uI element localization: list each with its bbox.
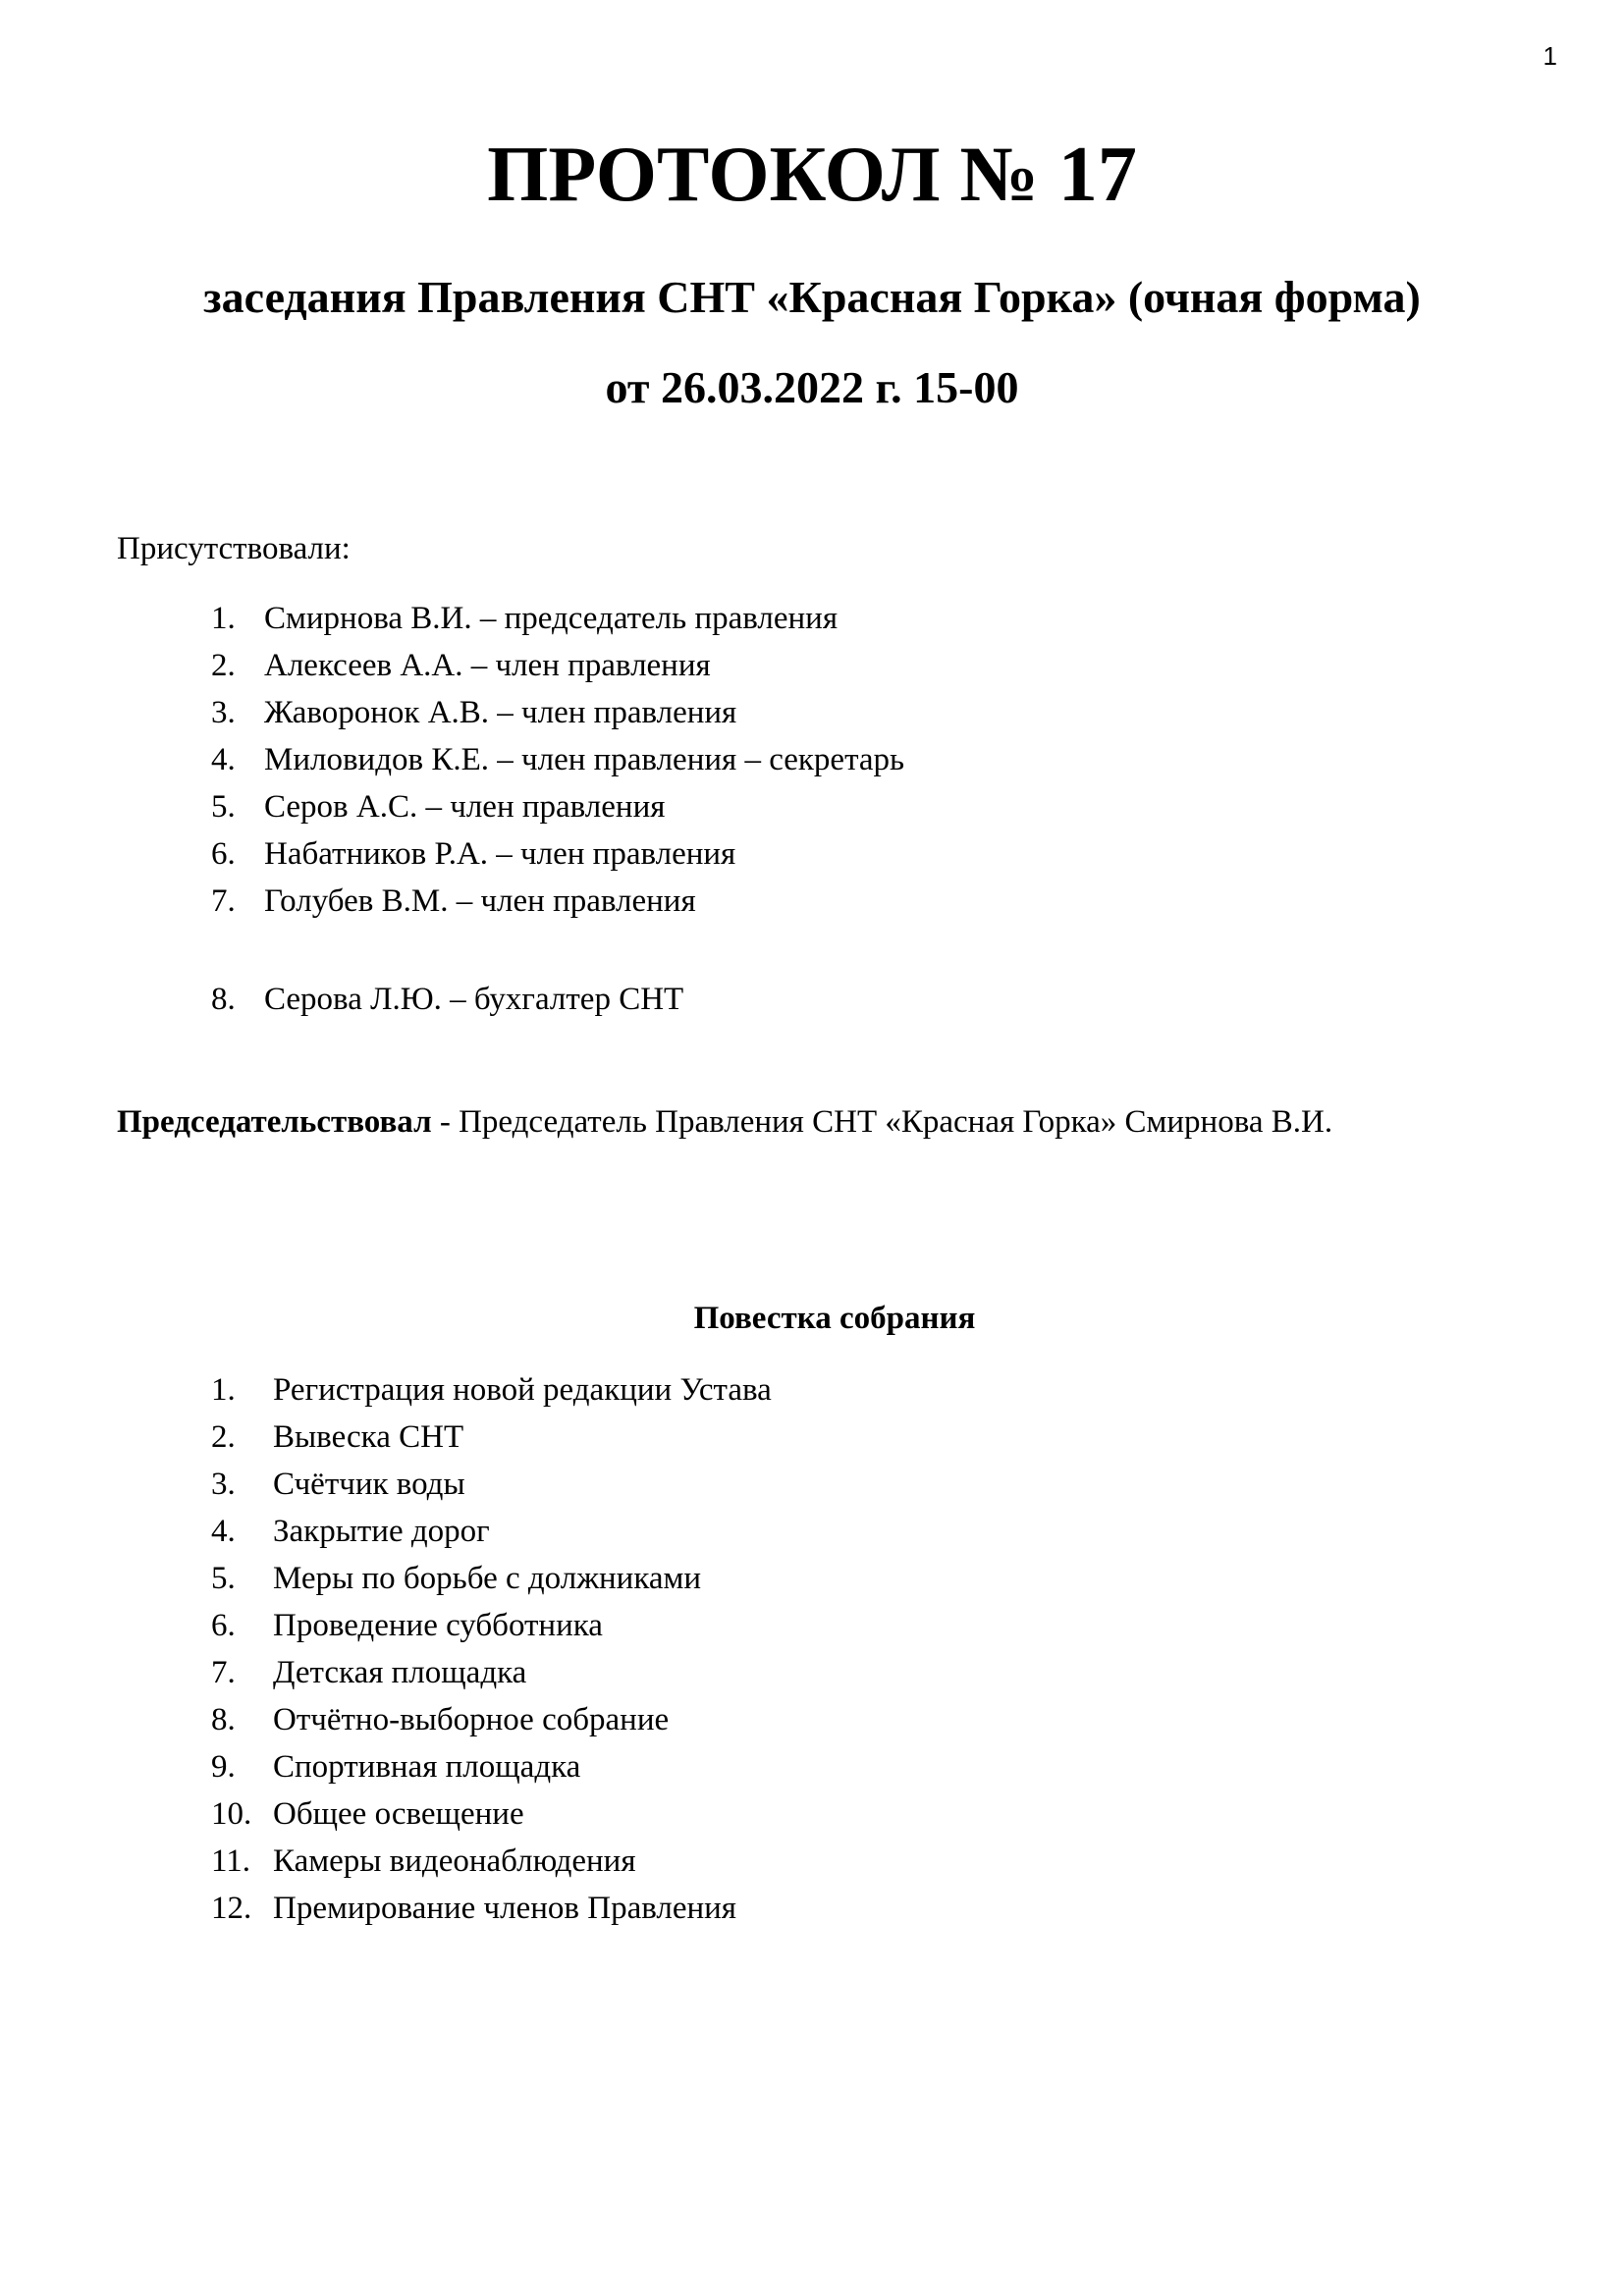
item-text: Премирование членов Правления — [273, 1891, 736, 1926]
item-number: 9. — [211, 1749, 236, 1785]
list-item — [211, 984, 683, 1031]
agenda-title: Повестка собрания — [693, 1301, 976, 1336]
list-item — [211, 1610, 772, 1657]
item-text: Жаворонок А.В. – член правления — [264, 695, 737, 730]
item-number: 2. — [211, 648, 236, 683]
item-number: 5. — [211, 789, 236, 825]
list-item — [211, 744, 904, 791]
list-item — [211, 791, 904, 838]
item-text: Голубев В.М. – член правления — [264, 883, 696, 919]
item-number: 3. — [211, 695, 236, 730]
list-item — [211, 650, 904, 697]
item-number: 4. — [211, 742, 236, 777]
item-number: 8. — [211, 1702, 236, 1737]
item-number: 1. — [211, 1372, 236, 1408]
document-date: от 26.03.2022 г. 15-00 — [605, 362, 1019, 412]
item-number: 12. — [211, 1891, 252, 1926]
present-label: Присутствовали: — [117, 531, 351, 566]
item-text: Миловидов К.Е. – член правления – секретарь — [264, 742, 905, 777]
item-number: 7. — [211, 883, 236, 919]
item-text: Серова Л.Ю. – бухгалтер СНТ — [264, 982, 684, 1017]
item-text: Детская площадка — [273, 1655, 527, 1690]
item-text: Алексеев А.А. – член правления — [264, 648, 711, 683]
item-text: Меры по борьбе с должниками — [273, 1561, 702, 1596]
item-number: 6. — [211, 1608, 236, 1643]
item-number: 4. — [211, 1514, 236, 1549]
item-text: Спортивная площадка — [273, 1749, 581, 1785]
item-number: 2. — [211, 1419, 236, 1455]
list-item — [211, 1374, 772, 1421]
item-number: 3. — [211, 1467, 236, 1502]
item-text: Счётчик воды — [273, 1467, 465, 1502]
list-item — [211, 603, 904, 650]
list-item — [211, 1468, 772, 1516]
accountant-list — [211, 984, 683, 1031]
item-text: Отчётно-выборное собрание — [273, 1702, 670, 1737]
page-number: 1 — [1543, 41, 1557, 71]
document-subtitle: заседания Правления СНТ «Красная Горка» (очная форма) — [203, 272, 1421, 322]
item-text: Закрытие дорог — [273, 1514, 490, 1549]
item-number: 1. — [211, 601, 236, 636]
list-item — [211, 838, 904, 885]
agenda-list — [211, 1374, 772, 1940]
list-item — [211, 1516, 772, 1563]
item-number: 11. — [211, 1843, 251, 1879]
item-text: Серов А.С. – член правления — [264, 789, 666, 825]
list-item — [211, 1704, 772, 1751]
item-text: Общее освещение — [273, 1796, 524, 1832]
item-number: 6. — [211, 836, 236, 872]
item-text: Проведение субботника — [273, 1608, 603, 1643]
list-item — [211, 885, 904, 933]
list-item — [211, 697, 904, 744]
chairperson-line — [117, 1106, 1332, 1139]
document-title: ПРОТОКОЛ № 17 — [487, 132, 1137, 218]
item-number: 10. — [211, 1796, 252, 1832]
item-number: 5. — [211, 1561, 236, 1596]
list-item — [211, 1421, 772, 1468]
list-item — [211, 1657, 772, 1704]
chairperson-text: - Председатель Правления СНТ «Красная Горка» Смирнова В.И. — [431, 1104, 1333, 1140]
item-text: Регистрация новой редакции Устава — [273, 1372, 772, 1408]
list-item — [211, 1563, 772, 1610]
list-item — [211, 1845, 772, 1893]
item-number: 7. — [211, 1655, 236, 1690]
item-text: Вывеска СНТ — [273, 1419, 464, 1455]
list-item — [211, 1751, 772, 1798]
item-text: Смирнова В.И. – председатель правления — [264, 601, 839, 636]
attendees-list — [211, 603, 904, 933]
chairperson-label: Председательствовал — [117, 1104, 432, 1140]
list-item — [211, 1893, 772, 1940]
list-item — [211, 1798, 772, 1845]
item-text: Камеры видеонаблюдения — [273, 1843, 636, 1879]
item-number: 8. — [211, 982, 236, 1017]
item-text: Набатников Р.А. – член правления — [264, 836, 736, 872]
